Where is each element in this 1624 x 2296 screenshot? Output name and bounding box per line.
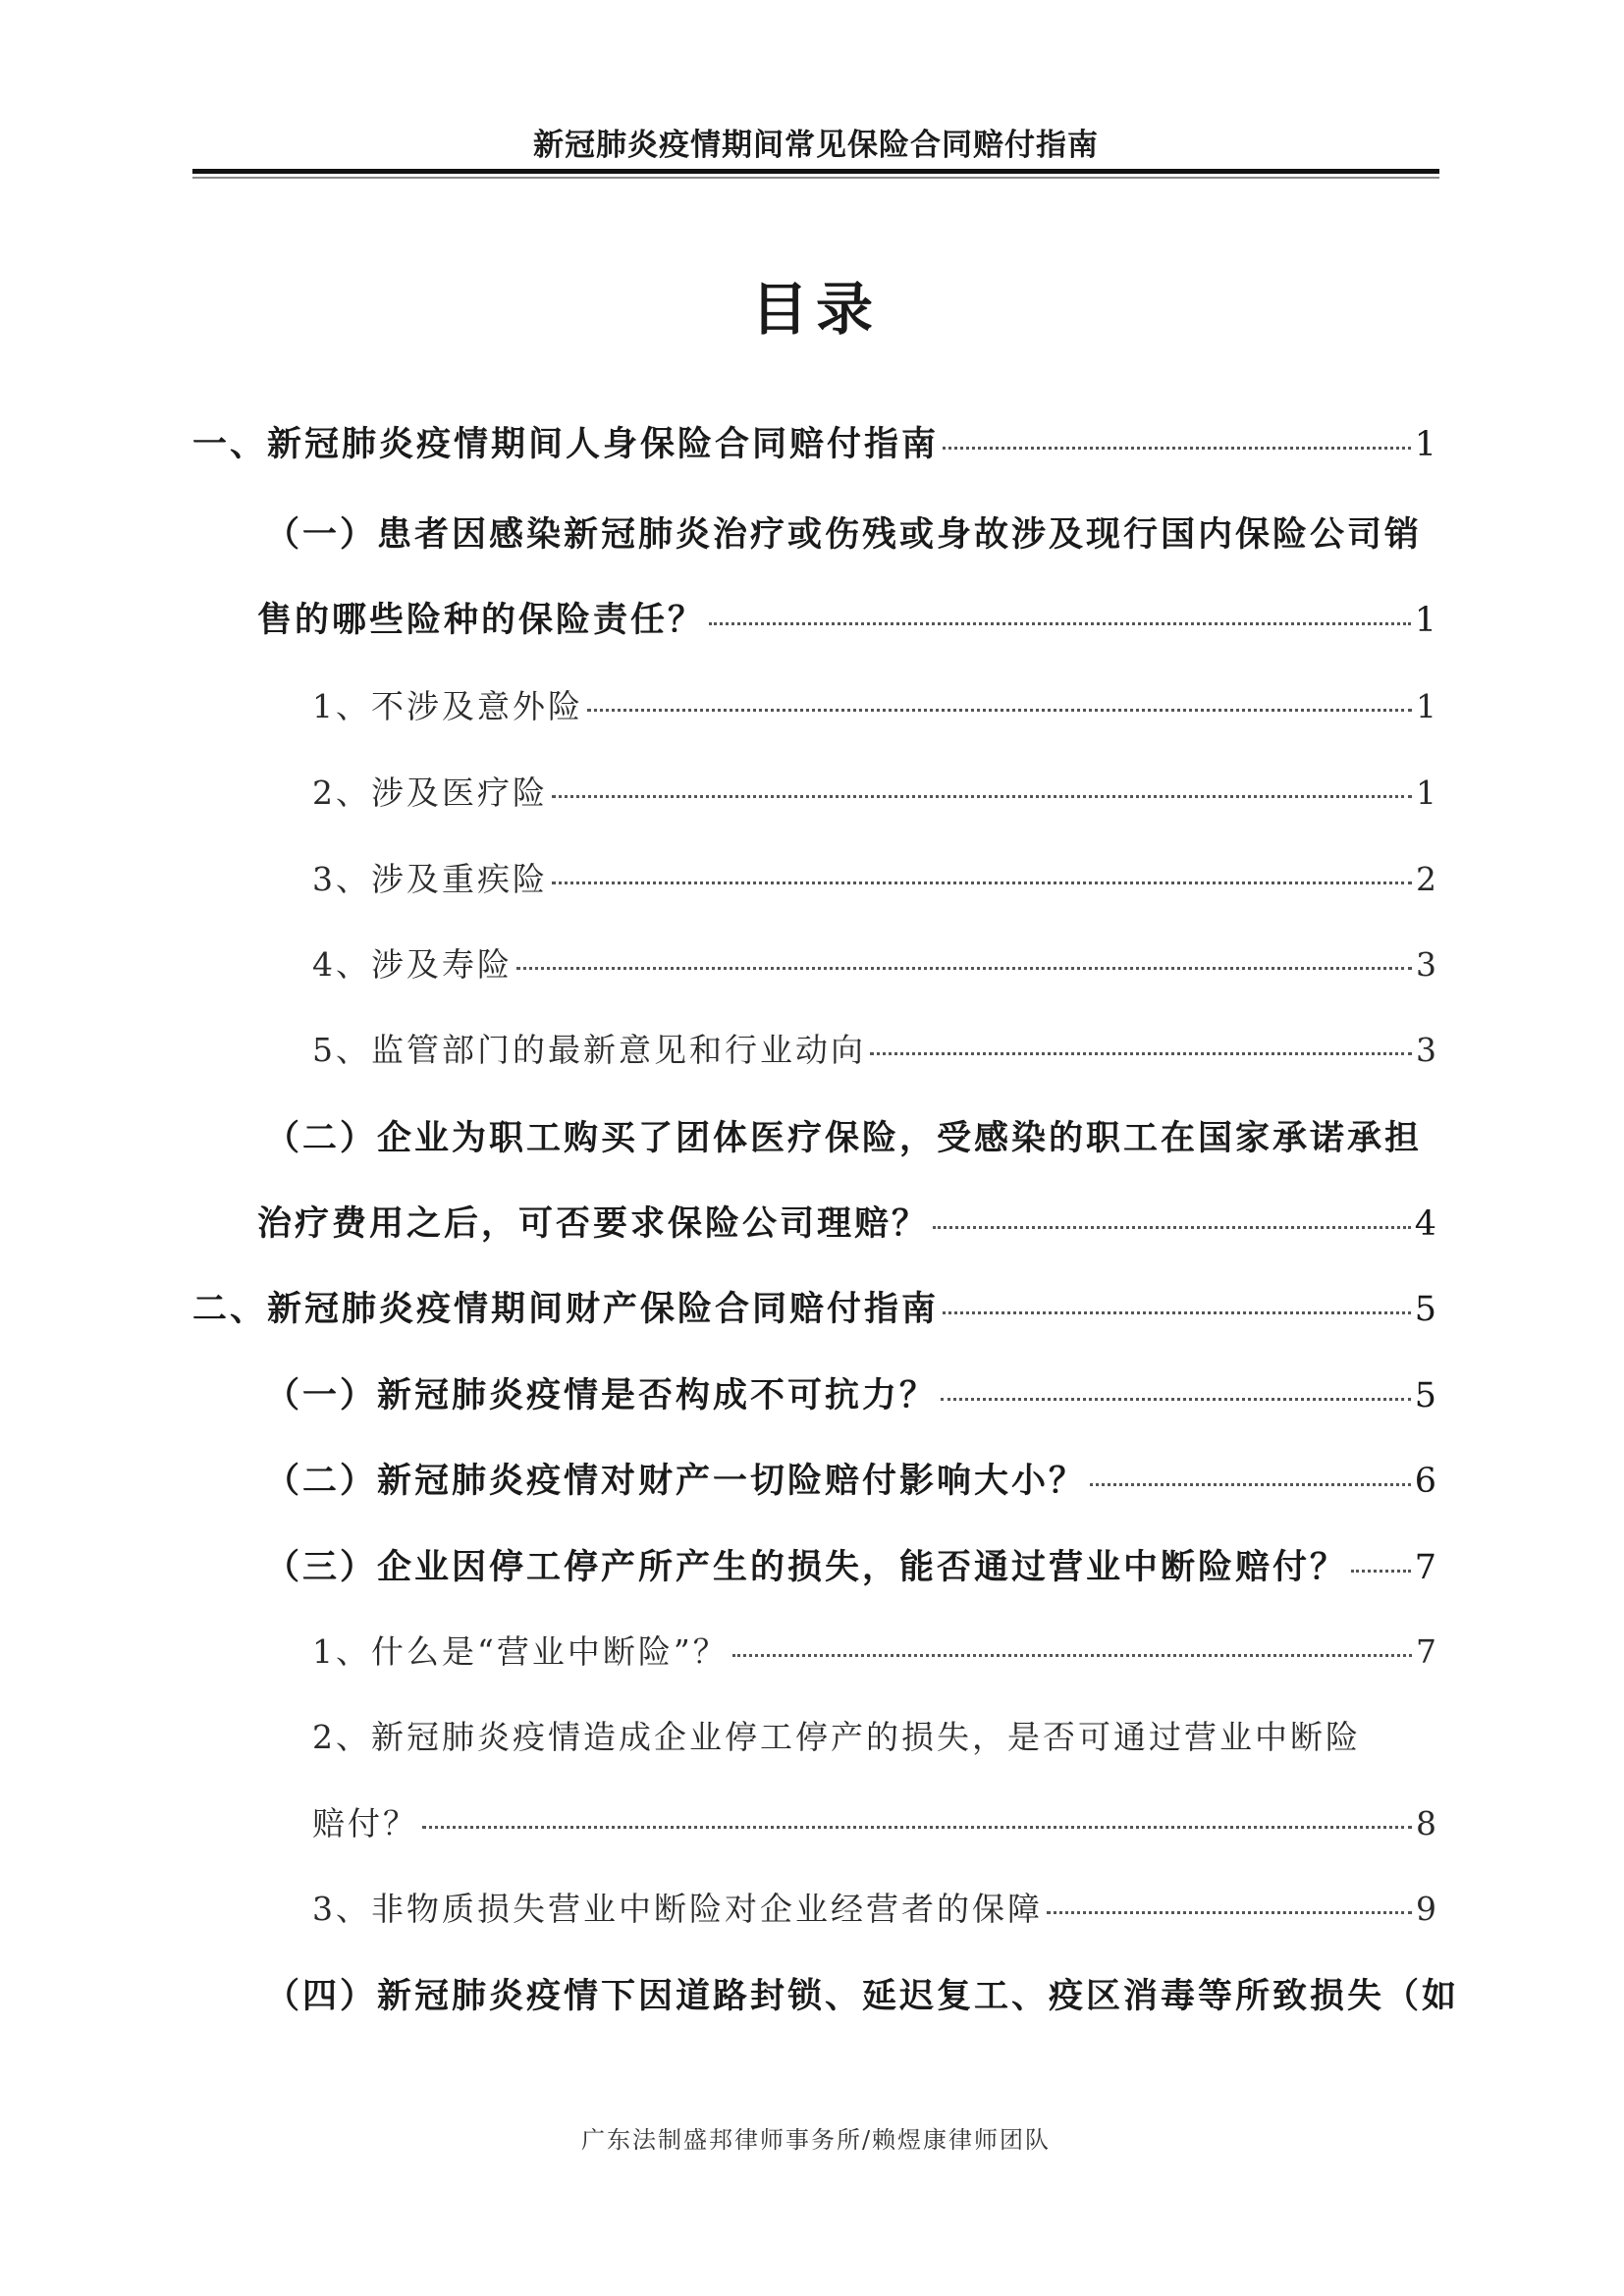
- toc-entry[interactable]: [312, 939, 1439, 988]
- leader-dots: [933, 1226, 1411, 1229]
- toc-entry-text: 4、涉及寿险: [312, 945, 513, 984]
- toc-entry-text: 一、新冠肺炎疫情期间人身保险合同赔付指南: [192, 424, 940, 464]
- toc-entry[interactable]: [265, 1540, 1439, 1589]
- toc-page-number: 1: [1414, 601, 1439, 640]
- toc-entry-text: 售的哪些险种的保险责任？: [257, 600, 706, 640]
- toc-entry-text: （二）新冠肺炎疫情对财产一切险赔付影响大小？: [265, 1461, 1087, 1501]
- toc-page-number: 5: [1414, 1290, 1439, 1329]
- leader-dots: [552, 795, 1412, 798]
- leader-dots: [1047, 1911, 1412, 1914]
- toc-entry[interactable]: [312, 1884, 1439, 1933]
- toc-entry[interactable]: [265, 1368, 1439, 1417]
- toc-entry[interactable]: [312, 1627, 1439, 1676]
- toc-entry-text: 1、什么是“营业中断险”？: [312, 1632, 729, 1671]
- toc-entry-text: （一）新冠肺炎疫情是否构成不可抗力？: [265, 1375, 938, 1415]
- toc-entry-text: 2、涉及医疗险: [312, 774, 548, 812]
- toc-entry-text: 3、涉及重疾险: [312, 860, 548, 898]
- leader-dots: [870, 1052, 1412, 1055]
- toc-page-number: 4: [1414, 1204, 1439, 1244]
- toc-entry-text: 治疗费用之后，可否要求保险公司理赔？: [257, 1203, 930, 1244]
- toc-page-number: 5: [1414, 1376, 1439, 1415]
- toc-page-number: 7: [1414, 1548, 1439, 1587]
- toc-page-number: 1: [1416, 687, 1439, 725]
- toc-entry-text: 5、监管部门的最新意见和行业动向: [312, 1031, 866, 1069]
- toc-entry[interactable]: [257, 593, 1439, 642]
- toc-entry-text[interactable]: （一）患者因感染新冠肺炎治疗或伤残或身故涉及现行国内保险公司销: [265, 514, 1423, 555]
- leader-dots: [1351, 1570, 1411, 1573]
- toc-entry[interactable]: [312, 1798, 1439, 1847]
- toc-page-number: 3: [1416, 1031, 1439, 1069]
- leader-dots: [709, 622, 1411, 625]
- toc-entry-text: 3、非物质损失营业中断险对企业经营者的保障: [312, 1890, 1043, 1928]
- leader-dots: [587, 709, 1412, 712]
- toc-entry[interactable]: [265, 1454, 1439, 1503]
- page-footer: 广东法制盛邦律师事务所/赖煜康律师团队: [580, 2126, 1052, 2154]
- toc-page-number: 9: [1416, 1890, 1439, 1928]
- page-title: 目录: [750, 276, 881, 343]
- leader-dots: [732, 1654, 1412, 1657]
- toc-entry[interactable]: [312, 854, 1439, 903]
- toc-entry-text[interactable]: 2、新冠肺炎疫情造成企业停工停产的损失，是否可通过营业中断险: [312, 1718, 1361, 1756]
- toc-entry-text: 1、不涉及意外险: [312, 687, 583, 725]
- toc-entry[interactable]: [192, 1282, 1439, 1331]
- toc-entry[interactable]: [312, 768, 1439, 817]
- toc-entry[interactable]: [257, 1197, 1439, 1246]
- leader-dots: [422, 1826, 1412, 1829]
- toc-entry-text[interactable]: （二）企业为职工购买了团体医疗保险，受感染的职工在国家承诺承担: [265, 1118, 1423, 1158]
- toc-page-number: 1: [1414, 425, 1439, 464]
- toc-page-number: 6: [1414, 1462, 1439, 1501]
- toc-page-number: 3: [1416, 945, 1439, 984]
- toc-page-number: 7: [1416, 1632, 1439, 1671]
- toc-entry-text: 二、新冠肺炎疫情期间财产保险合同赔付指南: [192, 1289, 940, 1329]
- leader-dots: [941, 1398, 1411, 1401]
- leader-dots: [943, 447, 1411, 450]
- running-header: 新冠肺炎疫情期间常见保险合同赔付指南: [533, 128, 1099, 163]
- toc-entry-text: 赔付？: [312, 1804, 418, 1842]
- leader-dots: [943, 1311, 1411, 1314]
- toc-entry[interactable]: [312, 681, 1439, 730]
- toc-entry[interactable]: [312, 1025, 1439, 1074]
- leader-dots: [552, 881, 1412, 884]
- leader-dots: [1090, 1483, 1411, 1486]
- toc-entry-text: （三）企业因停工停产所产生的损失，能否通过营业中断险赔付？: [265, 1547, 1348, 1587]
- toc-entry[interactable]: [192, 417, 1439, 466]
- toc-page-number: 2: [1416, 860, 1439, 898]
- toc-page-number: 8: [1416, 1804, 1439, 1842]
- leader-dots: [516, 967, 1412, 970]
- toc-page-number: 1: [1416, 774, 1439, 812]
- toc-entry-text[interactable]: （四）新冠肺炎疫情下因道路封锁、延迟复工、疫区消毒等所致损失（如: [265, 1976, 1460, 2016]
